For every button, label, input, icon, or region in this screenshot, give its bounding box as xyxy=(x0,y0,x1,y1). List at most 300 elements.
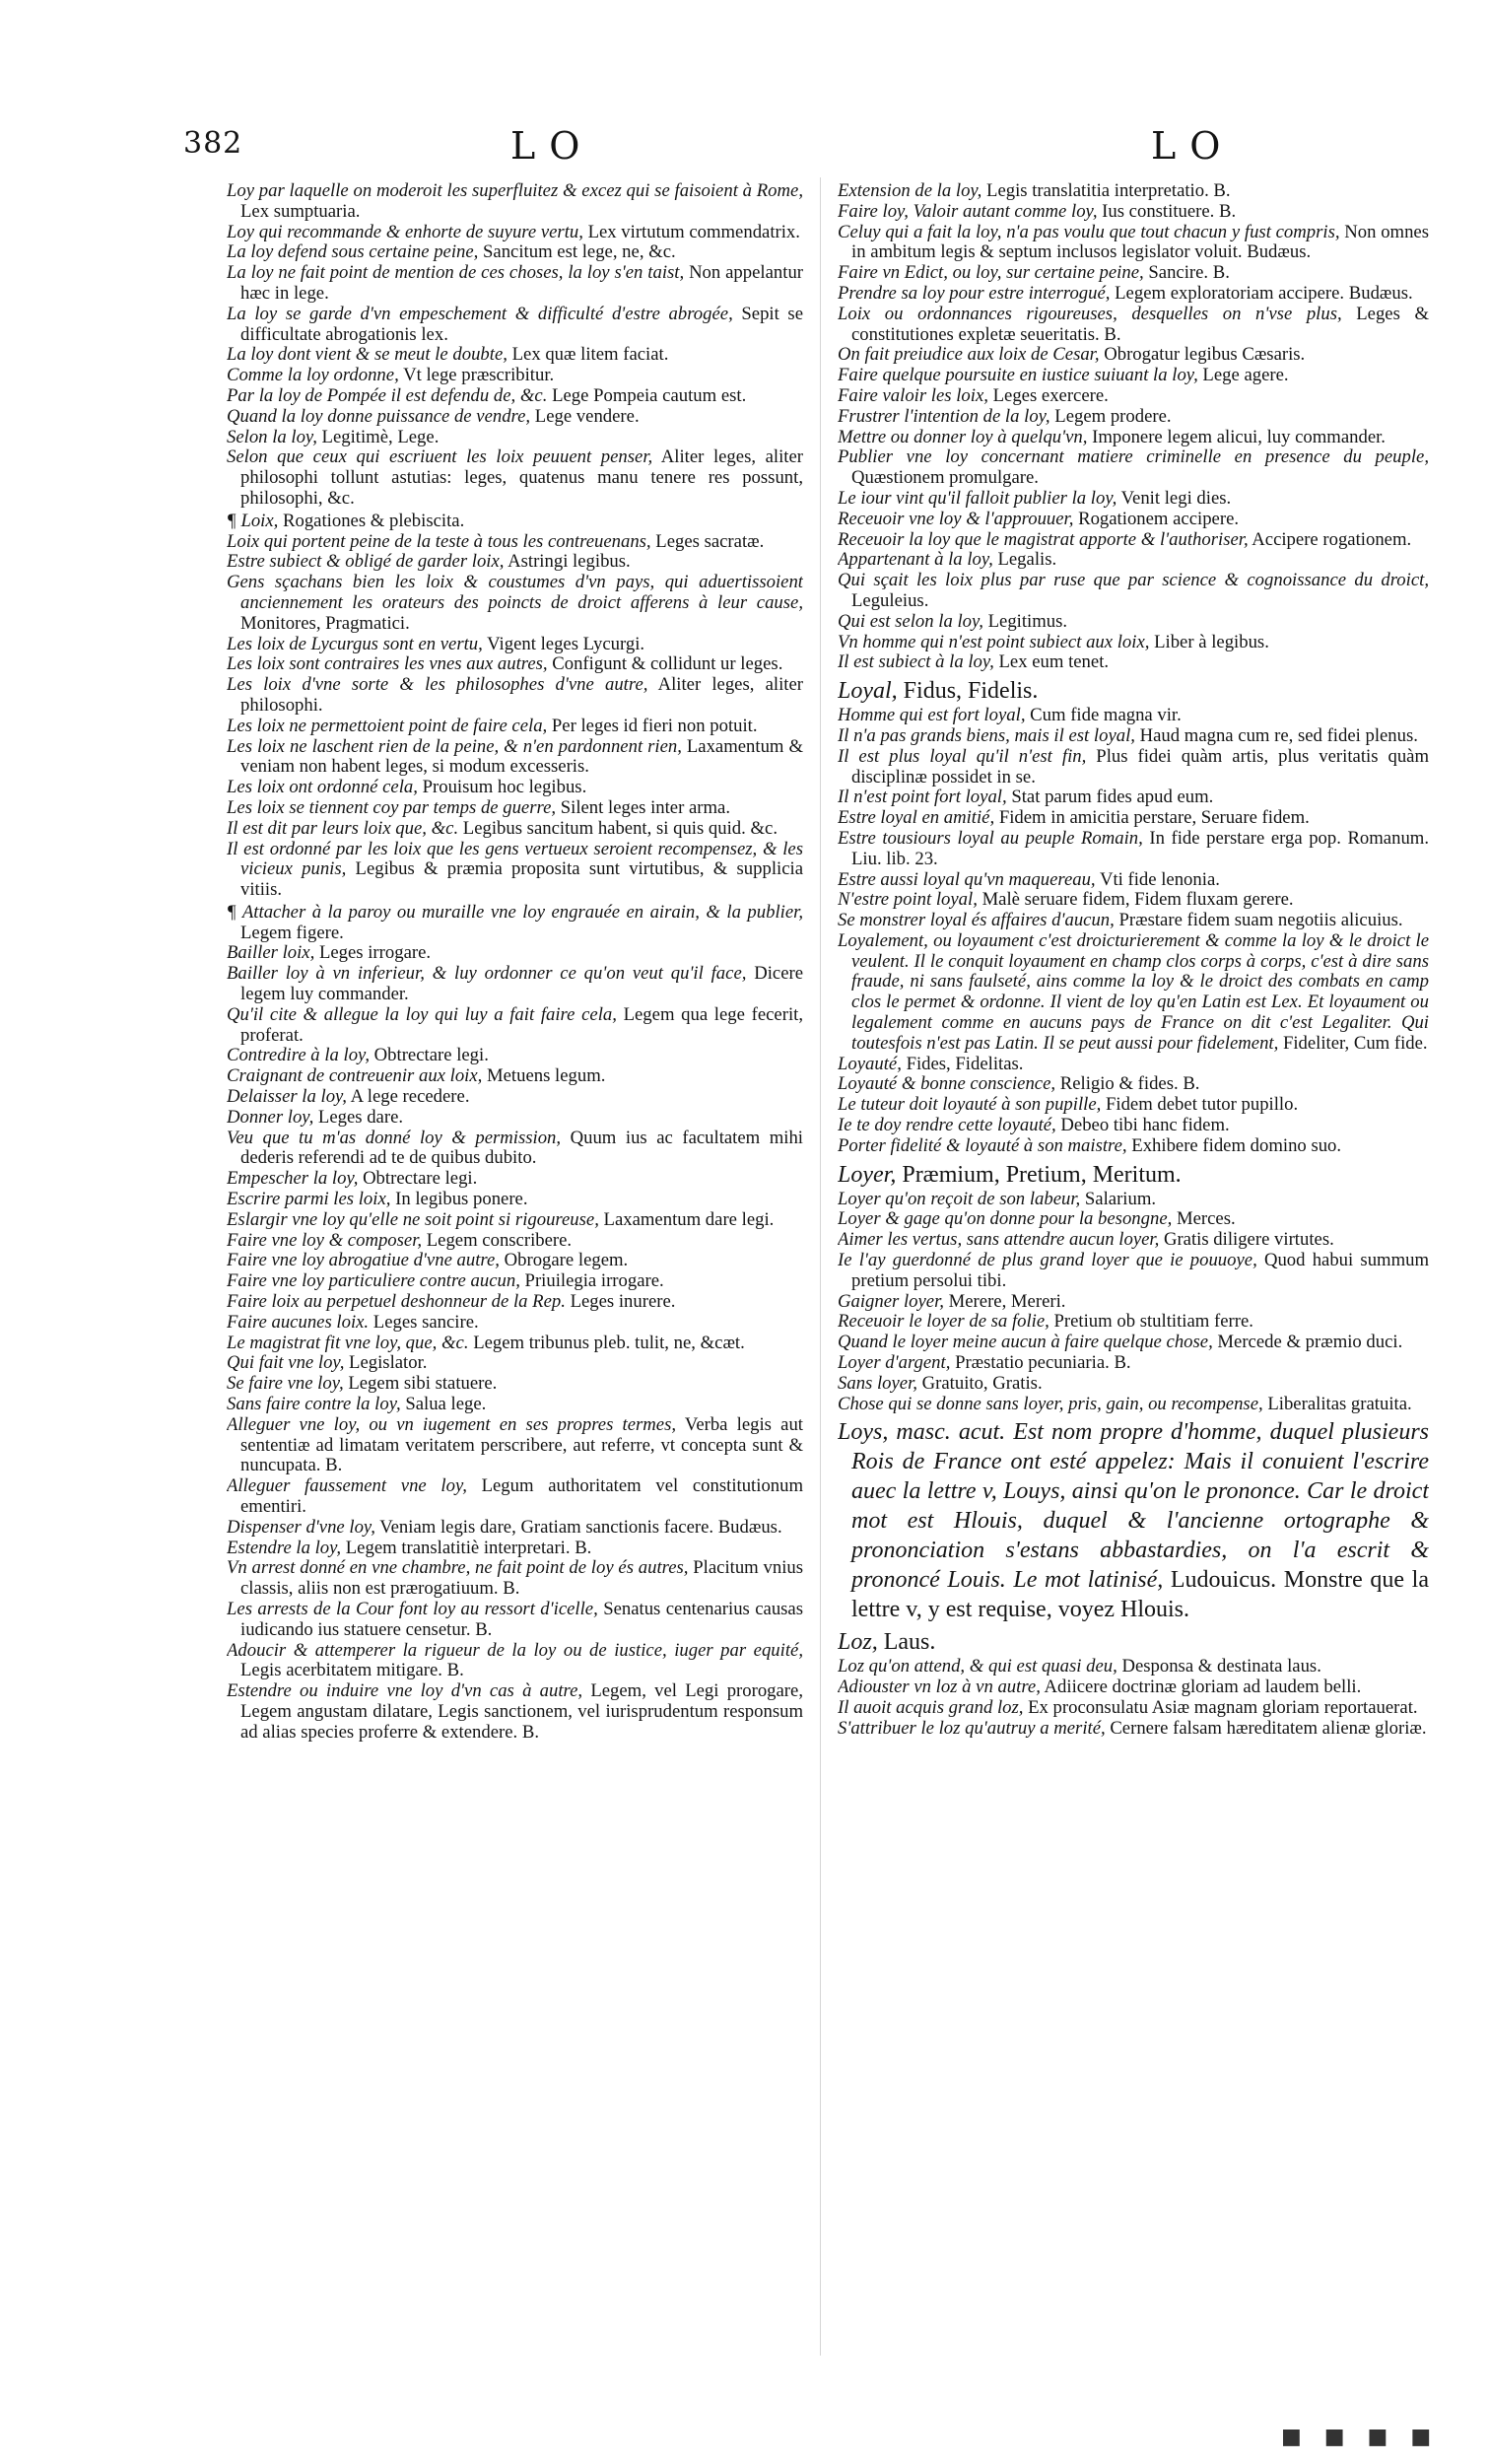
entry-french: Receuoir le loyer de sa folie, xyxy=(838,1311,1049,1333)
dictionary-entry xyxy=(838,1209,1429,1230)
entry-french: Loyer qu'on reçoit de son labeur, xyxy=(838,1188,1081,1209)
dictionary-entry xyxy=(838,1074,1429,1095)
dictionary-entry xyxy=(838,890,1429,911)
entry-latin: Sancitum est lege, ne, &c. xyxy=(483,241,676,263)
entry-french: Chose qui se donne sans loyer, pris, gain, ou recompense, xyxy=(838,1393,1263,1414)
entry-french: Porter fidelité & loyauté à son maistre, xyxy=(838,1134,1127,1156)
dictionary-entry xyxy=(227,717,803,737)
dictionary-entry xyxy=(227,964,803,1005)
entry-latin: Quum ius ac facultatem mihi dederis referendi ad te de quibus dubito. xyxy=(240,1127,803,1169)
entry-latin: Lex quæ litem faciat. xyxy=(511,344,669,366)
entry-latin: Legem, vel Legi prorogare, Legem angustam dilatare, Legis sanctionem, vel iurisprudentum responsum ad alias species proferre & extendere. B. xyxy=(240,1680,803,1743)
entry-french: Loyer & gage qu'on donne pour la besongne, xyxy=(838,1208,1173,1230)
entry-french: Le tuteur doit loyauté à son pupille, xyxy=(838,1094,1102,1116)
entry-french: Contredire à la loy, xyxy=(227,1045,370,1066)
entry-latin: Legislator. xyxy=(349,1352,428,1374)
entry-latin: In fide perstare erga pop. Romanum. Liu. lib. 23. xyxy=(851,827,1429,869)
entry-french: Loix ou ordonnances rigoureuses, desquelles on n'vse plus, xyxy=(838,303,1342,324)
entry-french: Mettre ou donner loy à quelqu'vn, xyxy=(838,426,1088,447)
entry-latin: Pretium ob stultitiam ferre. xyxy=(1053,1311,1253,1333)
entry-french: Publier vne loy concernant matiere criminelle en presence du peuple, xyxy=(838,446,1429,468)
entry-latin: Legem prodere. xyxy=(1054,405,1172,427)
entry-latin: Gratis diligere virtutes. xyxy=(1163,1229,1334,1251)
entry-french: Bailler loy à vn inferieur, & luy ordonner ce qu'on veut qu'il face, xyxy=(227,963,747,985)
entry-french: Loix qui portent peine de la teste à tous les contreuenans, xyxy=(227,530,651,552)
entry-french: Homme qui est fort loyal, xyxy=(838,705,1026,726)
entry-latin: Præmium, Pretium, Meritum. xyxy=(902,1161,1182,1188)
entry-latin: Ludouicus. Monstre que la lettre v, y est requise, voyez Hlouis. xyxy=(851,1567,1429,1623)
dictionary-entry xyxy=(227,1108,803,1129)
dictionary-entry xyxy=(838,1395,1429,1415)
entry-french: Les loix d'vne sorte & les philosophes d'vne autre, xyxy=(227,674,648,696)
dictionary-entry xyxy=(838,1251,1429,1292)
entry-latin: Quæstionem promulgare. xyxy=(851,467,1039,489)
dictionary-entry xyxy=(838,870,1429,891)
entry-french: Les loix ne laschent rien de la peine, & n'en pardonnent rien, xyxy=(227,735,682,757)
running-header-right: LO xyxy=(1151,124,1235,168)
dictionary-entry xyxy=(227,1313,803,1334)
dictionary-entry xyxy=(227,573,803,634)
dictionary-entry xyxy=(838,530,1429,551)
entry-french: Il est plus loyal qu'il n'est fin, xyxy=(838,745,1087,767)
entry-french: Estre aussi loyal qu'vn maquereau, xyxy=(838,868,1096,890)
entry-french: Sans loyer, xyxy=(838,1372,917,1394)
dictionary-entry xyxy=(227,1476,803,1518)
dictionary-entry xyxy=(838,1095,1429,1116)
entry-french: Estendre la loy, xyxy=(227,1537,342,1558)
dictionary-entry xyxy=(227,532,803,553)
dictionary-entry xyxy=(838,1292,1429,1313)
entry-latin: Legalis. xyxy=(997,549,1057,571)
dictionary-entry xyxy=(227,1395,803,1415)
entry-french: Veu que tu m'as donné loy & permission, xyxy=(227,1127,562,1148)
entry-latin: Verba legis aut sententiæ ad limatam veritatem perscribere, aut referre, vt concepta sunt & nuncupata. B. xyxy=(240,1413,803,1476)
entry-latin: Lege agere. xyxy=(1202,365,1289,386)
entry-latin: Sancire. B. xyxy=(1148,262,1230,284)
entry-french: Frustrer l'intention de la loy, xyxy=(838,405,1050,427)
entry-french: Qui fait vne loy, xyxy=(227,1352,345,1374)
dictionary-entry xyxy=(838,652,1429,673)
entry-latin: Aliter leges, aliter philosophi tollunt astutias: leges, quatenus manu tenere res possunt, philosophi, &c. xyxy=(240,446,803,509)
dictionary-entry xyxy=(838,1230,1429,1251)
entry-french: Les loix se tiennent coy par temps de guerre, xyxy=(227,796,557,818)
entry-latin: Laxamentum & veniam non habent leges, si modum excesseris. xyxy=(240,735,803,778)
entry-latin: Laus. xyxy=(883,1629,936,1656)
entry-latin: Leges & constitutiones expletæ seueritatis. B. xyxy=(851,303,1429,345)
dictionary-entry xyxy=(227,223,803,243)
entry-french: Receuoir la loy que le magistrat apporte & l'authoriser, xyxy=(838,528,1249,550)
entry-latin: Legitimè, Lege. xyxy=(321,426,440,447)
entry-french: Empescher la loy, xyxy=(227,1168,359,1190)
entry-french: Le magistrat fit vne loy, que, &c. xyxy=(227,1332,469,1353)
dictionary-entry xyxy=(227,1231,803,1252)
entry-latin: Obrogare legem. xyxy=(504,1250,629,1271)
entry-french: Extension de la loy, xyxy=(838,181,982,201)
entry-french: Quand le loyer meine aucun à faire quelque chose, xyxy=(838,1332,1213,1353)
dictionary-entry xyxy=(838,550,1429,571)
entry-latin: Leges irrogare. xyxy=(318,942,432,964)
entry-latin: In legibus ponere. xyxy=(395,1189,528,1210)
entry-french: Loys, masc. acut. Est nom propre d'homme, duquel plusieurs Rois de France ont esté appelez: Mais il conuient l'escrire auec la lettre v, Louys, ainsi qu'on le prononce. Car le droict mot est Hlouis, duquel & l'ancienne ortographe & prononciation s'estans abbastardies, on l'a escrit & prononcé Louis. Le mot latinisé, xyxy=(838,1419,1429,1594)
dictionary-entry xyxy=(227,263,803,305)
entry-latin: Per leges id fieri non potuit. xyxy=(551,715,758,736)
dictionary-entry xyxy=(227,1251,803,1271)
dictionary-entry xyxy=(227,798,803,819)
dictionary-entry xyxy=(838,1353,1429,1374)
dictionary-entry xyxy=(838,1719,1429,1740)
entry-french: Ie te doy rendre cette loyauté, xyxy=(838,1115,1056,1136)
dictionary-entry xyxy=(227,654,803,675)
entry-latin: Senatus centenarius causas iudicando ius statuere censetur. B. xyxy=(240,1598,803,1640)
dictionary-entry xyxy=(227,447,803,509)
dictionary-entry xyxy=(227,1539,803,1559)
entry-latin: Prouisum hoc legibus. xyxy=(422,777,587,798)
dictionary-entry xyxy=(227,1415,803,1476)
entry-french: Faire valoir les loix, xyxy=(838,384,988,406)
dictionary-entry xyxy=(838,1677,1429,1698)
entry-french: Faire quelque poursuite en iustice suiuant la loy, xyxy=(838,365,1198,386)
dictionary-entry xyxy=(227,242,803,263)
entry-french: Estendre ou induire vne loy d'vn cas à autre, xyxy=(227,1680,583,1702)
dictionary-entry xyxy=(227,345,803,366)
entry-french: Faire vne loy abrogatiue d'vne autre, xyxy=(227,1250,500,1271)
entry-french: Les loix ont ordonné cela, xyxy=(227,777,418,798)
dictionary-entry xyxy=(227,1641,803,1682)
entry-latin: Astringi legibus. xyxy=(508,551,631,573)
dictionary-entry xyxy=(227,1087,803,1108)
entry-french: Dispenser d'vne loy, xyxy=(227,1516,375,1538)
entry-latin: Metuens legum. xyxy=(487,1065,606,1087)
dictionary-entry xyxy=(227,552,803,573)
entry-french: Delaisser la loy, xyxy=(227,1086,347,1108)
entry-latin: Legibus & præmia proposita sunt virtutibus, & supplicia vitiis. xyxy=(240,858,803,901)
dictionary-entry xyxy=(838,1160,1429,1190)
entry-french: Les loix ne permettoient point de faire cela, xyxy=(227,715,548,736)
entry-french: Loy par laquelle on moderoit les superfluitez & excez qui se faisoient à Rome, xyxy=(227,181,803,201)
entry-french: Vn arrest donné en vne chambre, ne fait point de loy és autres, xyxy=(227,1557,689,1579)
entry-french: Loyer d'argent, xyxy=(838,1352,951,1374)
entry-latin: Fideliter, Cum fide. xyxy=(1282,1032,1428,1054)
dictionary-entry xyxy=(838,263,1429,284)
entry-latin: Liber à legibus. xyxy=(1154,631,1269,652)
dictionary-entry xyxy=(227,1210,803,1231)
entry-french: Il auoit acquis grand loz, xyxy=(838,1697,1024,1719)
dictionary-entry xyxy=(838,181,1429,202)
dictionary-entry xyxy=(838,223,1429,264)
entry-latin: Legem sibi statuere. xyxy=(348,1373,498,1395)
entry-latin: Legem qua lege fecerit, proferat. xyxy=(240,1003,803,1046)
entry-latin: Obtrectare legi. xyxy=(363,1168,478,1190)
entry-french: Prendre sa loy pour estre interrogué, xyxy=(838,282,1111,304)
entry-french: La loy dont vient & se meut le doubte, xyxy=(227,344,508,366)
entry-latin: Adiicere doctrinæ gloriam ad laudem belli. xyxy=(1044,1677,1362,1698)
dictionary-entry xyxy=(838,571,1429,612)
dictionary-entry xyxy=(227,1169,803,1190)
entry-french: Vn homme qui n'est point subiect aux loix, xyxy=(838,631,1150,652)
entry-latin: Priuilegia irrogare. xyxy=(524,1270,664,1292)
dictionary-entry xyxy=(227,1046,803,1066)
entry-french: Sans faire contre la loy, xyxy=(227,1394,401,1415)
entry-french: Le iour vint qu'il falloit publier la loy, xyxy=(838,487,1117,509)
entry-french: Donner loy, xyxy=(227,1106,314,1128)
dictionary-entry xyxy=(838,345,1429,366)
dictionary-entry xyxy=(227,903,803,944)
entry-french: La loy se garde d'vn empeschement & difficulté d'estre abrogée, xyxy=(227,303,733,324)
entry-latin: Lege Pompeia cautum est. xyxy=(552,384,747,406)
entry-latin: Leges exercere. xyxy=(992,384,1109,406)
entry-latin: Debeo tibi hanc fidem. xyxy=(1060,1115,1230,1136)
entry-latin: Silent leges inter arma. xyxy=(560,796,731,818)
entry-latin: Sepit se difficultate abrogationis lex. xyxy=(240,303,803,345)
page-number: 382 xyxy=(183,126,243,161)
dictionary-entry xyxy=(227,778,803,798)
dictionary-entry xyxy=(838,633,1429,653)
entry-latin: Non appelantur hæc in lege. xyxy=(240,262,803,304)
dictionary-entry xyxy=(838,911,1429,931)
entry-latin: Legem figere. xyxy=(240,922,344,943)
dictionary-entry xyxy=(838,1055,1429,1075)
entry-latin: Legitimus. xyxy=(987,610,1068,632)
entry-latin: Non omnes in ambitum legis & septum inclusos legislator voluit. Budæus. xyxy=(851,221,1429,263)
entry-french: Appartenant à la loy, xyxy=(838,549,993,571)
dictionary-entry xyxy=(838,366,1429,386)
entry-french: Craignant de contreuenir aux loix, xyxy=(227,1065,483,1087)
dictionary-entry xyxy=(227,1334,803,1354)
dictionary-entry xyxy=(227,1190,803,1210)
entry-latin: Fides, Fidelitas. xyxy=(906,1053,1024,1074)
entry-french: Il n'est point fort loyal, xyxy=(838,787,1007,808)
entry-latin: Salarium. xyxy=(1084,1188,1157,1209)
entry-french: Par la loy de Pompée il est defendu de, &c. xyxy=(227,384,548,406)
entry-latin: Veniam legis dare, Gratiam sanctionis facere. Budæus. xyxy=(379,1516,782,1538)
entry-latin: Legem conscribere. xyxy=(426,1229,573,1251)
entry-latin: Legis acerbitatem mitigare. B. xyxy=(240,1660,464,1681)
entry-french: Ie l'ay guerdonné de plus grand loyer que ie pouuoye, xyxy=(838,1250,1257,1271)
entry-latin: Lex sumptuaria. xyxy=(240,200,361,222)
dictionary-entry xyxy=(227,1374,803,1395)
entry-french: Loy qui recommande & enhorte de suyure vertu, xyxy=(227,221,583,242)
entry-latin: Leges dare. xyxy=(317,1106,404,1128)
entry-french: Il est subiect à la loy, xyxy=(838,651,994,673)
entry-latin: Configunt & collidunt ur leges. xyxy=(552,653,783,675)
dictionary-entry xyxy=(838,1374,1429,1395)
entry-french: Receuoir vne loy & l'approuuer, xyxy=(838,508,1074,529)
entry-french: Gens sçachans bien les loix & coustumes d'vn pays, qui aduertissoient anciennement les orateurs des poincts de droict afferens à leur cause, xyxy=(227,572,803,613)
entry-french: Qui est selon la loy, xyxy=(838,610,983,632)
entry-french: Adoucir & attemperer la rigueur de la loy ou de iustice, iuger par equité, xyxy=(227,1639,803,1661)
entry-latin: Vigent leges Lycurgi. xyxy=(487,633,645,654)
entry-french: Faire loy, Valoir autant comme loy, xyxy=(838,200,1098,222)
entry-french: Loz, xyxy=(838,1629,878,1656)
entry-latin: Merere, Mereri. xyxy=(948,1290,1066,1312)
entry-latin: Legem translatitiè interpretari. B. xyxy=(345,1537,592,1558)
dictionary-entry xyxy=(838,747,1429,788)
dictionary-entry xyxy=(227,943,803,964)
dictionary-entry xyxy=(227,1129,803,1170)
dictionary-entry xyxy=(838,1333,1429,1353)
entry-latin: Quod habui summum pretium persolui tibi. xyxy=(851,1250,1429,1291)
entry-latin: Desponsa & destinata laus. xyxy=(1121,1656,1321,1677)
entry-french: S'attribuer le loz qu'autruy a merité, xyxy=(838,1717,1106,1739)
entry-french: Eslargir vne loy qu'elle ne soit point si rigoureuse, xyxy=(227,1208,599,1230)
dictionary-entry xyxy=(227,1271,803,1292)
entry-latin: Fidem debet tutor pupillo. xyxy=(1105,1094,1299,1116)
entry-french: Se faire vne loy, xyxy=(227,1373,344,1395)
entry-latin: Mercede & præmio duci. xyxy=(1217,1332,1403,1353)
entry-latin: Præstare fidem suam negotiis alicuius. xyxy=(1118,910,1403,931)
dictionary-entry xyxy=(838,386,1429,407)
entry-french: Comme la loy ordonne, xyxy=(227,365,399,386)
entry-french: Celuy qui a fait la loy, n'a pas voulu que tout chacun y fust compris, xyxy=(838,221,1340,242)
dictionary-entry xyxy=(838,510,1429,530)
dictionary-entry xyxy=(838,1312,1429,1333)
entry-french: La loy ne fait point de mention de ces choses, la loy s'en taist, xyxy=(227,262,685,284)
dictionary-entry xyxy=(838,676,1429,706)
entry-latin: Vti fide lenonia. xyxy=(1099,868,1220,890)
dictionary-entry xyxy=(838,284,1429,305)
entry-latin: Accipere rogationem. xyxy=(1252,528,1412,550)
entry-latin: Leges sancire. xyxy=(372,1311,479,1333)
running-header-left: LO xyxy=(510,124,594,168)
entry-latin: Ex proconsulatu Asiæ magnam gloriam reportauerat. xyxy=(1028,1697,1418,1719)
entry-latin: Obrogatur legibus Cæsaris. xyxy=(1104,344,1306,366)
entry-latin: Venit legi dies. xyxy=(1120,487,1232,509)
dictionary-entry xyxy=(838,612,1429,633)
dictionary-entry xyxy=(838,931,1429,1055)
dictionary-entry xyxy=(227,737,803,779)
entry-french: Estre subiect & obligé de garder loix, xyxy=(227,551,505,573)
footer-marks: ■ ■ ■ ■ xyxy=(1281,2425,1440,2449)
dictionary-entry xyxy=(227,1600,803,1641)
dictionary-entry xyxy=(227,819,803,840)
entry-french: Loz qu'on attend, & qui est quasi deu, xyxy=(838,1656,1117,1677)
entry-latin: Dicere legem luy commander. xyxy=(240,963,803,1005)
entry-french: Gaigner loyer, xyxy=(838,1290,944,1312)
dictionary-entry xyxy=(838,305,1429,346)
entry-latin: Aliter leges, aliter philosophi. xyxy=(240,674,803,716)
entry-latin: Legis translatitia interpretatio. B. xyxy=(986,181,1231,201)
entry-latin: Exhibere fidem domino suo. xyxy=(1131,1134,1342,1156)
entry-french: Quand la loy donne puissance de vendre, xyxy=(227,405,531,427)
entry-french: N'estre point loyal, xyxy=(838,889,978,911)
entry-french: Alleguer vne loy, ou vn iugement en ses propres termes, xyxy=(227,1413,677,1435)
dictionary-entry xyxy=(227,1518,803,1539)
dictionary-entry xyxy=(227,1558,803,1600)
entry-latin: Vt lege præscribitur. xyxy=(403,365,555,386)
entry-french: Faire vn Edict, ou loy, sur certaine peine, xyxy=(838,262,1144,284)
dictionary-entry xyxy=(227,181,803,223)
entry-french: Il n'a pas grands biens, mais il est loyal, xyxy=(838,724,1135,746)
entry-french: Les loix de Lycurgus sont en vertu, xyxy=(227,633,483,654)
entry-french: Qu'il cite & allegue la loy qui luy a fait faire cela, xyxy=(227,1003,617,1025)
entry-french: Alleguer faussement vne loy, xyxy=(227,1475,467,1497)
dictionary-entry xyxy=(838,808,1429,829)
entry-latin: Ius constituere. B. xyxy=(1102,200,1237,222)
entry-french: Loyalement, ou loyaument c'est droicturierement & comme la loy & le droict le veulent. Il le conquit loyaument en champ clos corps à corps, c'est à dire sans fraude, ni sans faulseté, ains comme la loy & le droict des combats en camp clos le permet & ordonne. Il vient de loy qu'en Latin est Lex. Et loyaument ou legalement comme en aucuns pays de France on dit c'est Legaliter. Qui toutesfois n'est pas Latin. Il se peut aussi pour fidelement, xyxy=(838,929,1429,1054)
entry-latin: Rogationem accipere. xyxy=(1078,508,1240,529)
dictionary-entry xyxy=(838,202,1429,223)
dictionary-entry xyxy=(838,428,1429,448)
entry-latin: Præstatio pecuniaria. B. xyxy=(955,1352,1131,1374)
dictionary-entry xyxy=(227,675,803,717)
entry-latin: Cum fide magna vir. xyxy=(1030,705,1182,726)
entry-french: Il est ordonné par les loix que les gens vertueux seroient recompensez, & les vicieux punis, xyxy=(227,838,803,880)
entry-latin: Legum authoritatem vel constitutionum ementiri. xyxy=(240,1475,803,1517)
entry-latin: Salua lege. xyxy=(405,1394,487,1415)
dictionary-entry xyxy=(227,512,803,532)
entry-french: Faire loix au perpetuel deshonneur de la Rep. xyxy=(227,1291,566,1313)
entry-latin: Malè seruare fidem, Fidem fluxam gerere. xyxy=(981,889,1294,911)
entry-latin: Placitum vnius classis, aliis non est prærogatiuum. B. xyxy=(240,1557,803,1600)
entry-latin: A lege recedere. xyxy=(350,1086,470,1108)
dictionary-entry xyxy=(838,1657,1429,1677)
entry-french: Escrire parmi les loix, xyxy=(227,1189,391,1210)
entry-latin: Liberalitas gratuita. xyxy=(1267,1393,1412,1414)
entry-french: Se monstrer loyal és affaires d'aucun, xyxy=(838,910,1115,931)
dictionary-entry xyxy=(838,787,1429,808)
entry-french: Selon la loy, xyxy=(227,426,317,447)
left-column xyxy=(227,181,803,2399)
entry-latin: Lex virtutum commendatrix. xyxy=(587,221,800,242)
dictionary-entry xyxy=(838,489,1429,510)
dictionary-entry xyxy=(227,1353,803,1374)
entry-french: Adiouster vn loz à vn autre, xyxy=(838,1677,1041,1698)
entry-latin: Lex eum tenet. xyxy=(998,651,1110,673)
entry-french: On fait preiudice aux loix de Cesar, xyxy=(838,344,1100,366)
dictionary-entry xyxy=(838,447,1429,489)
entry-latin: Merces. xyxy=(1176,1208,1236,1230)
entry-latin: Stat parum fides apud eum. xyxy=(1011,787,1214,808)
entry-french: Faire aucunes loix. xyxy=(227,1311,370,1333)
entry-latin: Plus fidei quàm artis, plus veritatis quàm disciplinæ possidet in se. xyxy=(851,745,1429,787)
entry-latin: Leges inurere. xyxy=(570,1291,676,1313)
entry-french: Les loix sont contraires les vnes aux autres, xyxy=(227,653,548,675)
dictionary-entry xyxy=(227,386,803,407)
entry-latin: Gratuito, Gratis. xyxy=(921,1372,1043,1394)
entry-latin: Legem tribunus pleb. tulit, ne, &cæt. xyxy=(473,1332,745,1353)
dictionary-entry xyxy=(227,635,803,655)
entry-latin: Leges sacratæ. xyxy=(655,530,765,552)
entry-french: Loyer, xyxy=(838,1161,897,1188)
dictionary-entry xyxy=(838,1116,1429,1136)
entry-french: Loyauté, xyxy=(838,1053,902,1074)
entry-french: Les arrests de la Cour font loy au ressort d'icelle, xyxy=(227,1598,598,1619)
entry-latin: Rogationes & plebiscita. xyxy=(283,510,465,531)
dictionary-entry xyxy=(227,1292,803,1313)
entry-latin: Fidem in amicitia perstare, Seruare fidem. xyxy=(998,807,1310,829)
entry-french: Estre loyal en amitié, xyxy=(838,807,995,829)
entry-latin: Legibus sancitum habent, si quis quid. &c. xyxy=(462,817,778,839)
dictionary-entry xyxy=(838,1136,1429,1157)
dictionary-entry xyxy=(227,1681,803,1743)
entry-french: Estre tousiours loyal au peuple Romain, xyxy=(838,827,1143,849)
entry-latin: Imponere legem alicui, luy commander. xyxy=(1092,426,1386,447)
entry-french: Il est dit par leurs loix que, &c. xyxy=(227,817,459,839)
dictionary-entry xyxy=(227,1005,803,1047)
entry-french: ¶ Loix, xyxy=(227,510,279,531)
entry-french: Faire vne loy & composer, xyxy=(227,1229,423,1251)
entry-french: La loy defend sous certaine peine, xyxy=(227,241,479,263)
right-column xyxy=(838,181,1429,2399)
dictionary-entry xyxy=(838,1190,1429,1210)
dictionary-entry xyxy=(838,1417,1429,1624)
entry-latin: Legem exploratoriam accipere. Budæus. xyxy=(1115,282,1413,304)
entry-french: ¶ Attacher à la paroy ou muraille vne loy engrauée en airain, & la publier, xyxy=(227,901,803,923)
dictionary-entry xyxy=(838,706,1429,726)
entry-french: Loyal, xyxy=(838,678,898,705)
dictionary-entry xyxy=(838,726,1429,747)
dictionary-entry xyxy=(838,407,1429,428)
